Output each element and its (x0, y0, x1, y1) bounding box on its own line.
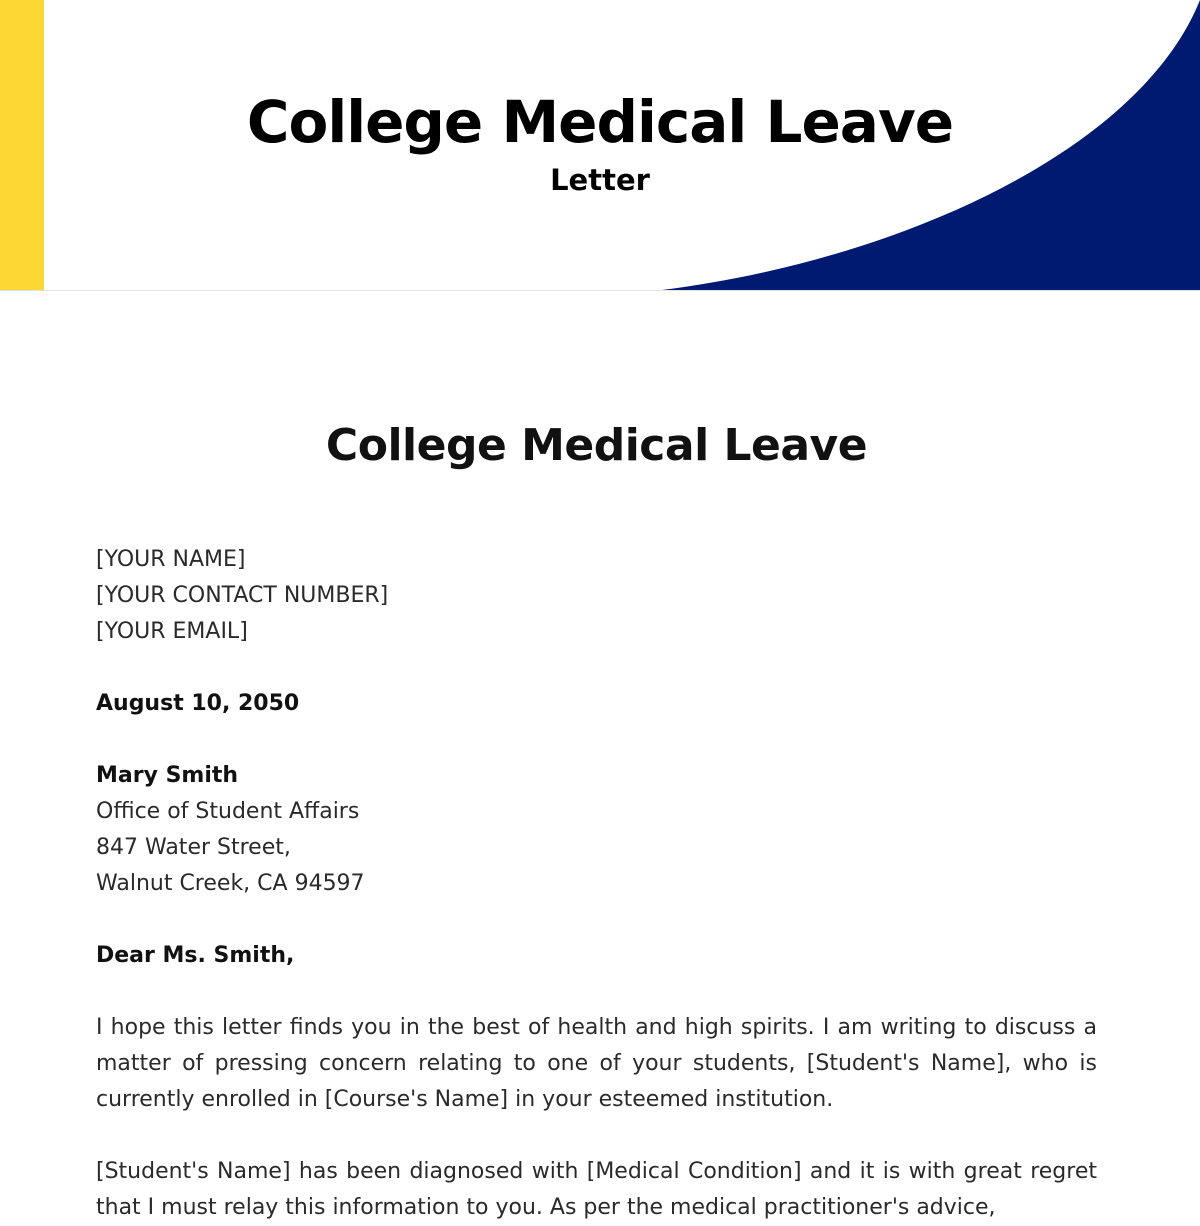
sender-email: [YOUR EMAIL] (96, 619, 248, 644)
recipient-office: Office of Student Affairs (96, 799, 360, 824)
salutation: Dear Ms. Smith, (96, 943, 295, 968)
letter-body (96, 418, 1097, 1226)
recipient-street: 847 Water Street, (96, 835, 291, 860)
sender-block (96, 542, 1097, 650)
banner-subtitle: Letter (550, 163, 650, 197)
body-paragraph: I hope this letter finds you in the best of health and high spirits. I am writing to discuss a matter of pressing concern relating to one of your students, [Student's Name], who is currently enrolled in [Course's Name] in your esteemed institution. (96, 1015, 1097, 1112)
body-paragraph: [Student's Name] has been diagnosed with [Medical Condition] and it is with great regret that I must relay this information to you. As per the medical practitioner's advice, (96, 1159, 1097, 1220)
recipient-city: Walnut Creek, CA 94597 (96, 871, 365, 896)
sender-contact: [YOUR CONTACT NUMBER] (96, 583, 389, 608)
recipient-name: Mary Smith (96, 763, 239, 788)
recipient-block (96, 758, 1097, 902)
banner-header (0, 0, 1200, 291)
letter-date: August 10, 2050 (96, 691, 300, 716)
sender-name: [YOUR NAME] (96, 547, 246, 572)
document-title: College Medical Leave (325, 420, 868, 471)
banner-title: College Medical Leave (246, 88, 954, 156)
